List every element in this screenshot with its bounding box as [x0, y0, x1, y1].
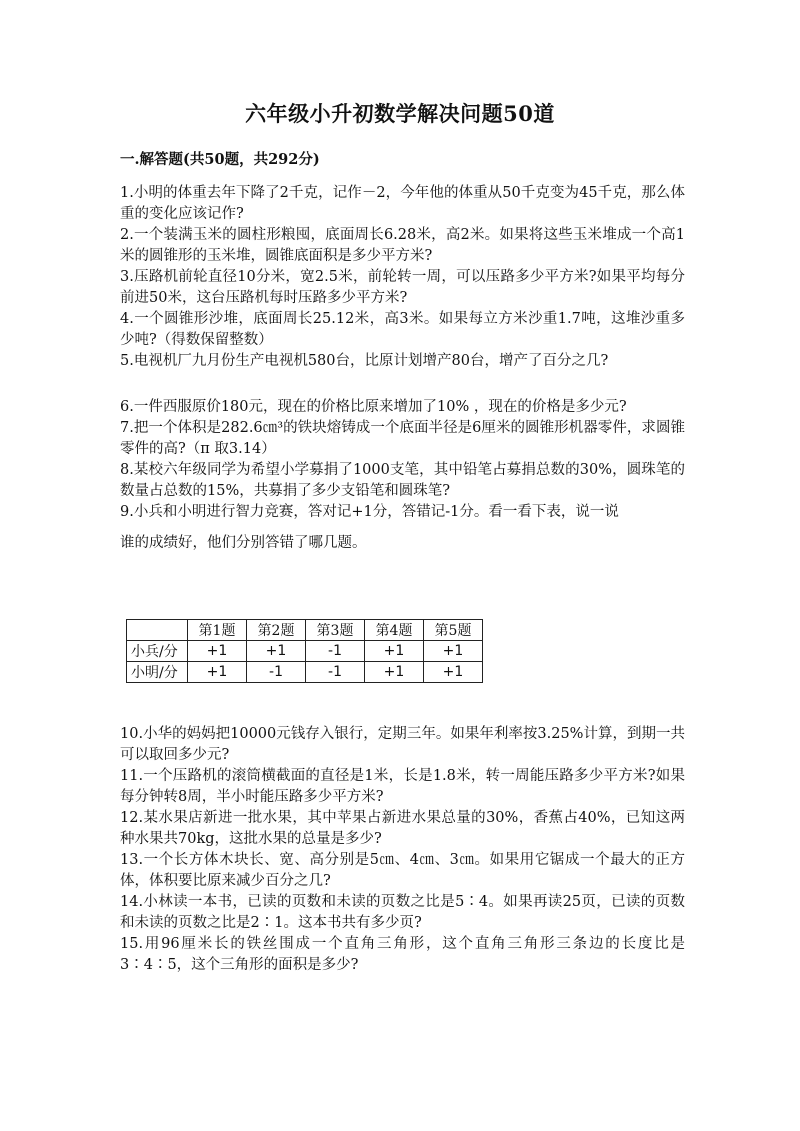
row-label: 小兵/分: [127, 641, 188, 662]
table-cell: -1: [306, 641, 365, 662]
question-9: 9.小兵和小明进行智力竞赛，答对记+1分，答错记-1分。看一看下表，说一说: [120, 504, 619, 520]
question-9-continuation: 谁的成绩好，他们分别答错了哪几题。: [120, 535, 367, 551]
table-cell: +1: [365, 662, 424, 683]
question-6: 6.一件西服原价180元，现在的价格比原来增加了10% ，现在的价格是多少元?: [120, 399, 627, 415]
table-header-row: [127, 620, 483, 641]
question-13: 13.一个长方体木块长、宽、高分别是5㎝、4㎝、3㎝。如果用它锯成一个最大的正方体，体积要比原来减少百分之几?: [120, 852, 685, 889]
question-12: 12.某水果店新进一批水果，其中苹果占新进水果总量的30%，香蕉占40%，已知这两种水果共70kg，这批水果的总量是多少?: [120, 810, 685, 847]
table-header-cell: 第2题: [247, 620, 306, 641]
table-header-cell: 第1题: [188, 620, 247, 641]
table-header-cell: [127, 620, 188, 641]
table-cell: -1: [247, 662, 306, 683]
question-group-10-15: [120, 724, 685, 976]
question-11: 11.一个压路机的滚筒横截面的直径是1米，长是1.8米，转一周能压路多少平方米?如果每分钟转8周，半小时能压路多少平方米?: [120, 768, 685, 805]
table-header-cell: 第5题: [424, 620, 483, 641]
question-8: 8.某校六年级同学为希望小学募捐了1000支笔，其中铅笔占募捐总数的30%，圆珠笔的数量占总数的15%，共募捐了多少支铅笔和圆珠笔?: [120, 462, 685, 499]
table-cell: +1: [188, 662, 247, 683]
question-5: 5.电视机厂九月份生产电视机580台，比原计划增产80台，增产了百分之几?: [120, 353, 609, 369]
table-header-cell: 第3题: [306, 620, 365, 641]
question-3: 3.压路机前轮直径10分米，宽2.5米，前轮转一周，可以压路多少平方米?如果平均每分前进50米，这台压路机每时压路多少平方米?: [120, 269, 685, 306]
table-cell: +1: [424, 662, 483, 683]
table-header-cell: 第4题: [365, 620, 424, 641]
question-14: 14.小林读一本书，已读的页数和未读的页数之比是5∶4。如果再读25页，已读的页数和未读的页数之比是2∶1。这本书共有多少页?: [120, 894, 685, 931]
table-cell: +1: [188, 641, 247, 662]
table-row: [127, 662, 483, 683]
row-label: 小明/分: [127, 662, 188, 683]
table-row: [127, 641, 483, 662]
page-title: 六年级小升初数学解决问题50道: [245, 101, 555, 126]
section-heading: 一.解答题(共50题，共292分): [120, 151, 320, 168]
table-cell: +1: [247, 641, 306, 662]
question-1: 1.小明的体重去年下降了2千克，记作－2，今年他的体重从50千克变为45千克，那么体重的变化应该记作?: [120, 185, 685, 222]
question-group-6-9: [120, 397, 685, 554]
question-10: 10.小华的妈妈把10000元钱存入银行，定期三年。如果年利率按3.25%计算，到期一共可以取回多少元?: [120, 726, 685, 763]
table-cell: +1: [365, 641, 424, 662]
question-2: 2.一个装满玉米的圆柱形粮囤，底面周长6.28米，高2米。如果将这些玉米堆成一个高1米的圆锥形的玉米堆，圆锥底面积是多少平方米?: [120, 227, 685, 264]
question-group-1-5: [120, 183, 685, 372]
score-table: [126, 619, 483, 683]
question-4: 4.一个圆锥形沙堆，底面周长25.12米，高3米。如果每立方米沙重1.7吨，这堆沙重多少吨?（得数保留整数）: [120, 311, 685, 348]
table-cell: -1: [306, 662, 365, 683]
question-15: 15.用96厘米长的铁丝围成一个直角三角形，这个直角三角形三条边的长度比是3∶4∶5，这个三角形的面积是多少?: [120, 936, 685, 973]
table-cell: +1: [424, 641, 483, 662]
question-7: 7.把一个体积是282.6㎝³的铁块熔铸成一个底面半径是6厘米的圆锥形机器零件，求圆锥零件的高?（π 取3.14）: [120, 420, 685, 457]
